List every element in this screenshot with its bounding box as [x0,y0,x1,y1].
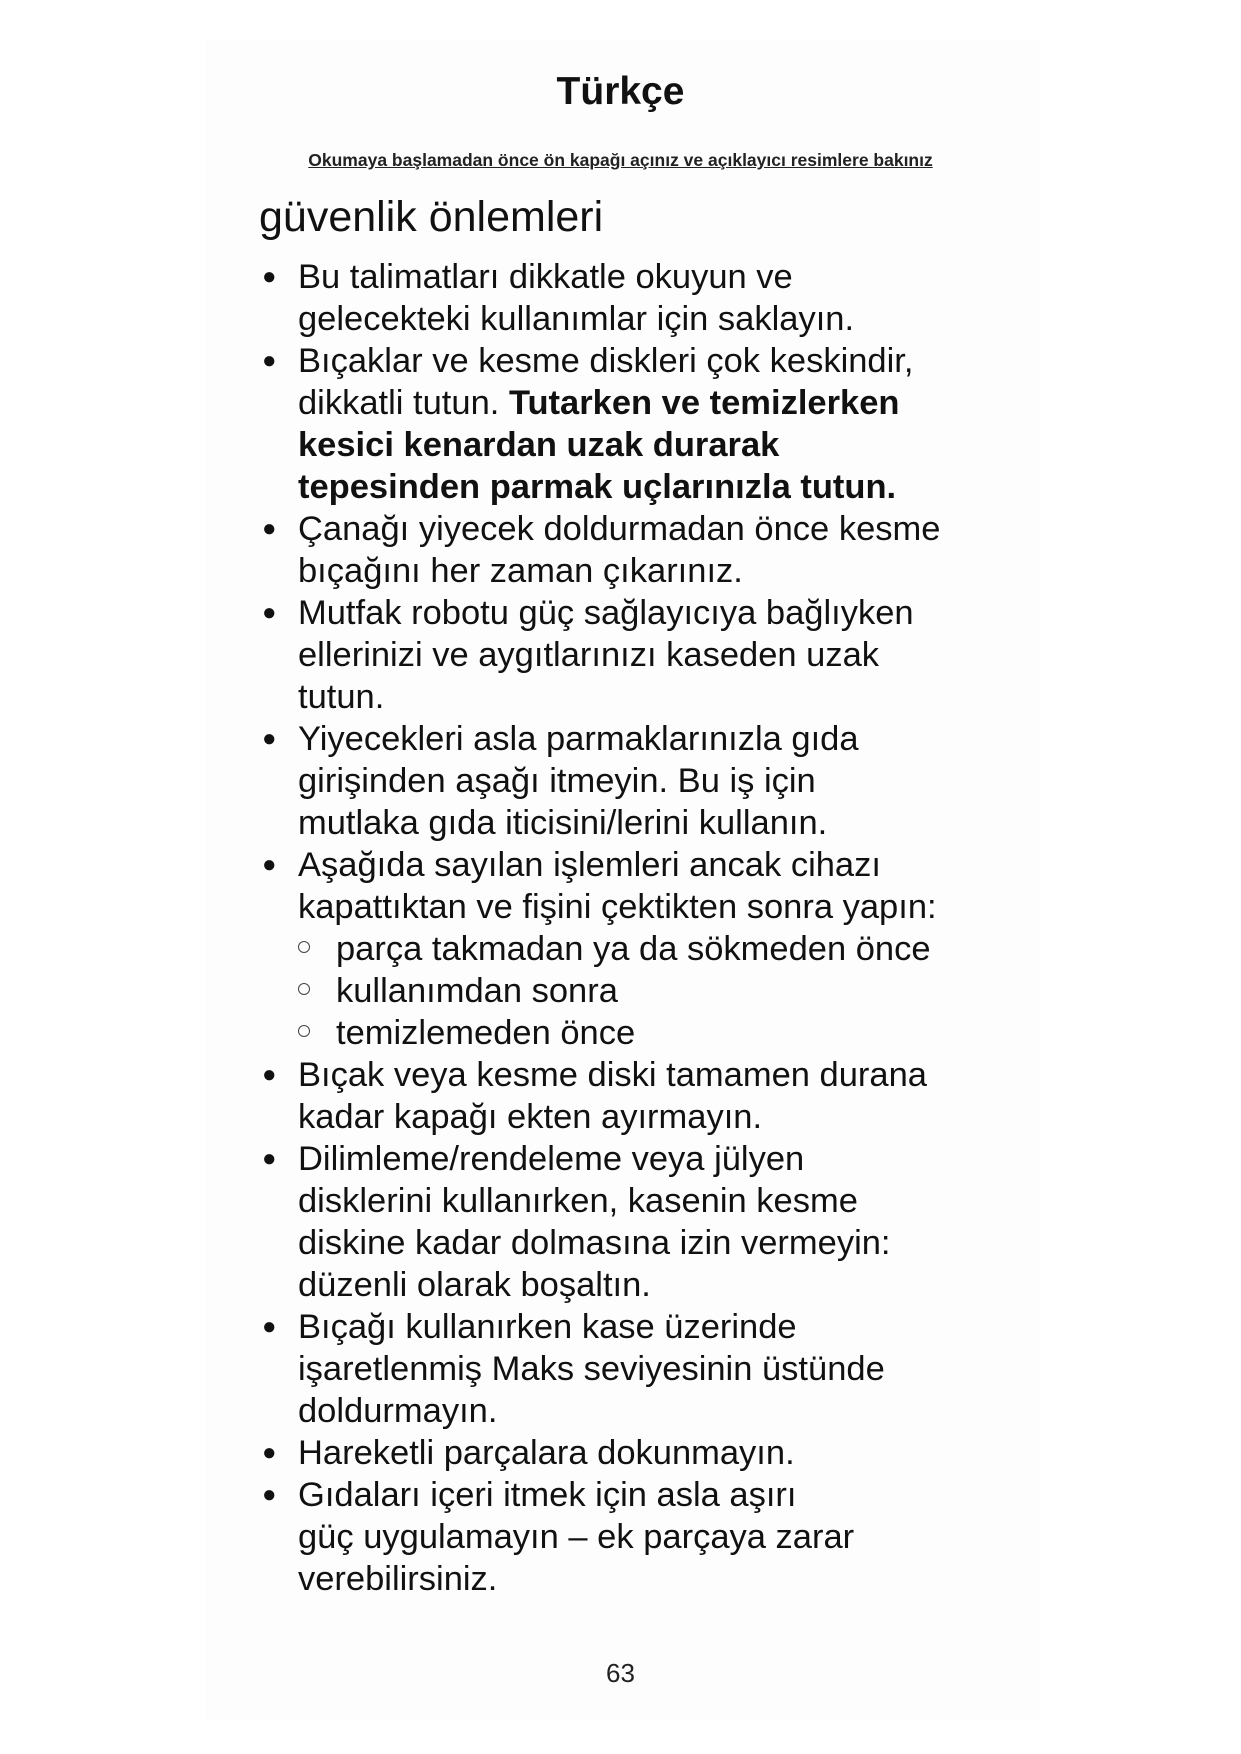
list-item [262,1054,1022,1138]
sub-list-item [298,928,1022,970]
item-line: mutlaka gıda iticisini/lerini kullanın. [298,804,828,842]
bullet-icon: ● [262,851,277,878]
page-number: 63 [606,1658,635,1688]
item-line: Bıçağı kullanırken kase üzerinde [298,1308,797,1346]
page-title: Türkçe [556,70,685,113]
list-item [262,844,1022,1054]
item-line [298,466,1022,508]
circle-bullet-icon [298,941,310,953]
item-line: bıçağını her zaman çıkarınız. [298,552,743,590]
sub-list-item [298,970,1022,1012]
item-line: verebilirsiniz. [298,1560,498,1598]
item-line: kapattıktan ve fişini çektikten sonra yapın: [298,888,937,926]
sub-item-text: temizlemeden önce [336,1014,636,1052]
item-line: tutun. [298,678,385,716]
item-text: dikkatli tutun. [298,384,509,422]
instruction-subtitle: Okumaya başlamadan önce ön kapağı açınız ve açıklayıcı resimlere bakınız [308,150,933,170]
item-line: düzenli olarak boşaltın. [298,1266,651,1304]
list-item [262,718,1022,844]
item-line [298,382,1022,424]
item-line: Çanağı yiyecek doldurmadan önce kesme [298,510,941,548]
item-line: diskine kadar dolmasına izin vermeyin: [298,1224,891,1262]
item-line: Dilimleme/rendeleme veya jülyen [298,1140,805,1178]
list-item [262,592,1022,718]
sub-item-text: kullanımdan sonra [336,972,618,1010]
item-line: girişinden aşağı itmeyin. Bu iş için [298,762,816,800]
item-bold-text: Tutarken ve temizlerken [508,384,900,422]
list-item [262,256,1022,340]
bullet-icon: ● [262,1313,277,1340]
sub-list-item [298,1012,1022,1054]
item-line: işaretlenmiş Maks seviyesinin üstünde [298,1350,885,1388]
bullet-icon: ● [262,347,277,374]
circle-bullet-icon [298,983,310,995]
section-heading: güvenlik önlemleri [259,193,604,241]
item-line: Bıçaklar ve kesme diskleri çok keskindir, [298,342,914,380]
item-line: Hareketli parçalara dokunmayın. [298,1434,795,1472]
list-item [262,1432,1022,1474]
item-line: gelecekteki kullanımlar için saklayın. [298,300,855,338]
list-item [262,340,1022,508]
item-line: Bıçak veya kesme diski tamamen durana [298,1056,927,1094]
item-line: ellerinizi ve aygıtlarınızı kaseden uzak [298,636,880,674]
item-line [298,424,1022,466]
list-item [262,508,1022,592]
bullet-icon: ● [262,725,277,752]
list-item [262,1474,1022,1600]
item-line: Bu talimatları dikkatle okuyun ve [298,258,793,296]
bullet-icon: ● [262,1439,277,1466]
bullet-icon: ● [262,599,277,626]
item-line: doldurmayın. [298,1392,498,1430]
item-line: Yiyecekleri asla parmaklarınızla gıda [298,720,859,758]
bullet-icon: ● [262,1145,277,1172]
bullet-icon: ● [262,263,277,290]
item-line: kadar kapağı ekten ayırmayın. [298,1098,763,1136]
item-line: Gıdaları içeri itmek için asla aşırı [298,1476,797,1514]
item-bold-text: kesici kenardan uzak durarak [298,426,780,464]
item-line: Aşağıda sayılan işlemleri ancak cihazı [298,846,881,884]
item-bold-text: tepesinden parmak uçlarınızla tutun. [298,468,897,506]
bullet-icon: ● [262,1481,277,1508]
bullet-icon: ● [262,515,277,542]
list-item [262,1138,1022,1306]
item-line: Mutfak robotu güç sağlayıcıya bağlıyken [298,594,914,632]
item-line: disklerini kullanırken, kasenin kesme [298,1182,858,1220]
circle-bullet-icon [298,1025,310,1037]
safety-list [262,256,1022,1600]
sub-item-text: parça takmadan ya da sökmeden önce [336,930,931,968]
list-item [262,1306,1022,1432]
item-line: güç uygulamayın – ek parçaya zarar [298,1518,855,1556]
bullet-icon: ● [262,1061,277,1088]
